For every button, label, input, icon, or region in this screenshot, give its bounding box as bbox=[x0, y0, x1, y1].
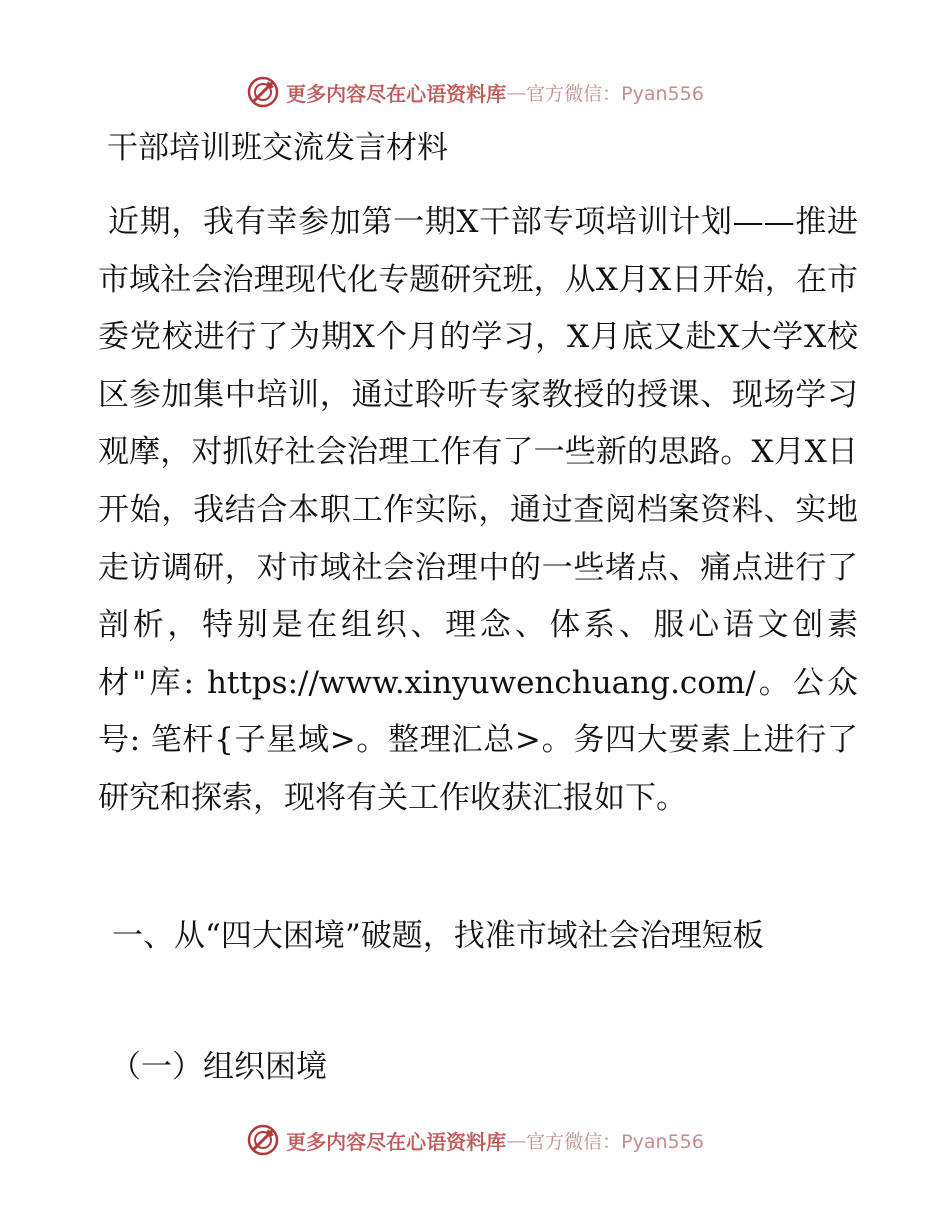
brand-logo-icon bbox=[246, 75, 280, 109]
body-paragraph: 近期，我有幸参加第一期X干部专项培训计划——推进市域社会治理现代化专题研究班，从X月X日开始，在市委党校进行了为期X个月的学习，X月底又赴X大学X校区参加集中培训，通过聆听专家教授的授课、现场学习观摩，对抓好社会治理工作有了一些新的思路。X月X日开始，我结合本职工作实际，通过查阅档案资料、实地走访调研，对市域社会治理中的一些堵点、痛点进行了剖析，特别是在组织、理念、体系、服心语文创素材"库: https://www.xinyuwenchuang.com/。公众号: 笔杆{子星域>。整理汇总>。务四大要素上进行了研究和探索，现将有关工作收获汇报如下。 bbox=[98, 204, 858, 816]
watermark-dash: — bbox=[506, 1128, 527, 1152]
document-title: 干部培训班交流发言材料 bbox=[107, 130, 448, 166]
subsection-heading: （一）组织困境 bbox=[110, 1049, 327, 1085]
watermark-brand-text: 更多内容尽在心语资料库 bbox=[286, 81, 507, 106]
watermark-wechat-text: 官方微信：Pyan556 bbox=[526, 1130, 704, 1153]
watermark-brand-text: 更多内容尽在心语资料库 bbox=[286, 1129, 507, 1154]
watermark-header bbox=[0, 72, 950, 112]
watermark-dash: — bbox=[506, 80, 527, 104]
watermark-footer bbox=[0, 1120, 950, 1160]
brand-logo-icon bbox=[246, 1123, 280, 1157]
watermark-wechat-text: 官方微信：Pyan556 bbox=[526, 82, 704, 105]
section-heading: 一、从“四大困境”破题，找准市域社会治理短板 bbox=[112, 918, 764, 954]
